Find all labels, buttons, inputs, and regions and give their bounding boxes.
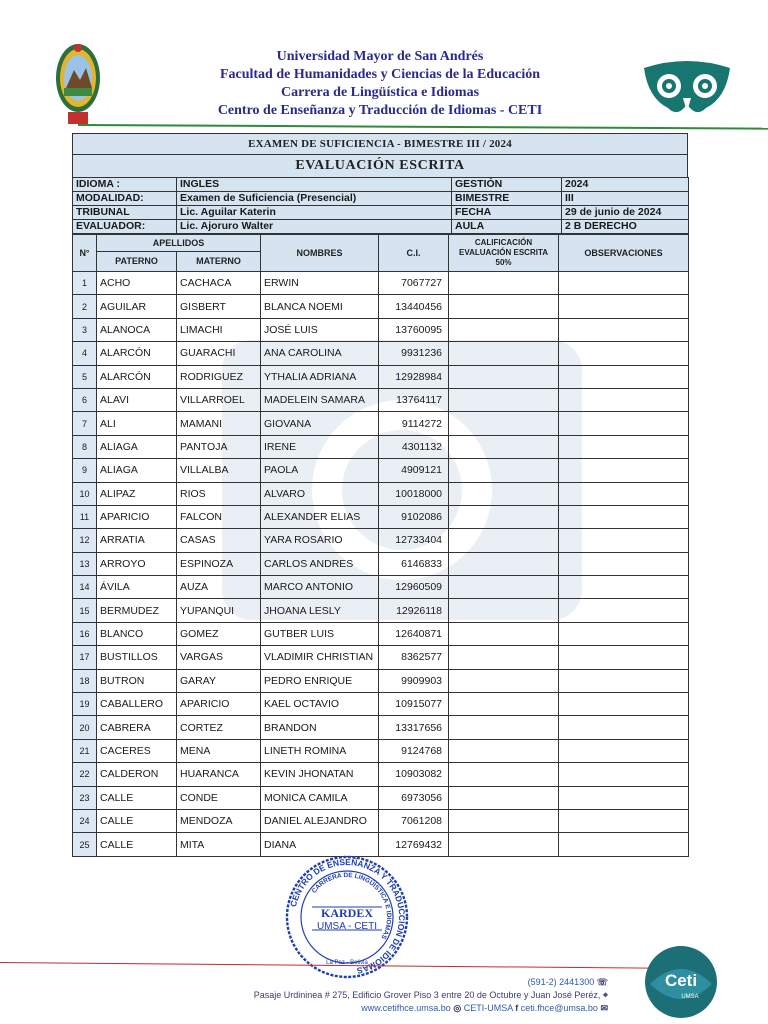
apellido-paterno: ALIAGA [97,459,177,482]
calificacion-cell[interactable] [449,763,559,786]
calificacion-cell[interactable] [449,365,559,388]
table-row [73,763,689,786]
ci-number: 12640871 [379,622,449,645]
ci-number: 13440456 [379,295,449,318]
tribunal-value: Lic. Aguilar Katerin [177,206,452,220]
apellido-materno: VARGAS [177,646,261,669]
exam-info-table [72,177,689,234]
ci-number: 12769432 [379,833,449,856]
apellido-paterno: APARICIO [97,505,177,528]
apellido-paterno: AGUILAR [97,295,177,318]
row-number: 12 [73,529,97,552]
table-row [73,576,689,599]
facebook-icon: f [515,1003,519,1013]
nombres: DANIEL ALEJANDRO [261,809,379,832]
apellido-materno: FALCON [177,505,261,528]
calificacion-cell[interactable] [449,295,559,318]
nombres: MADELEIN SAMARA [261,388,379,411]
apellido-materno: CACHACA [177,272,261,295]
observaciones-cell[interactable] [559,459,689,482]
ci-number: 10915077 [379,693,449,716]
info-row-idioma [73,178,689,192]
apellido-materno: CORTEZ [177,716,261,739]
row-number: 25 [73,833,97,856]
info-row-evaluador [73,220,689,234]
calificacion-cell[interactable] [449,388,559,411]
apellido-materno: CONDE [177,786,261,809]
observaciones-cell[interactable] [559,342,689,365]
stamp-place: La Paz - Bolivia [326,960,368,966]
apellido-materno: GARAY [177,669,261,692]
info-row-modalidad [73,192,689,206]
calificacion-cell[interactable] [449,342,559,365]
ci-number: 10903082 [379,763,449,786]
ci-number: 7061208 [379,809,449,832]
apellido-materno: PANTOJA [177,435,261,458]
stamp-inner-text: CARRERA DE LINGÜÍSTICA E IDIOMAS [310,871,393,941]
calificacion-cell[interactable] [449,576,559,599]
ci-number: 10018000 [379,482,449,505]
observaciones-cell[interactable] [559,388,689,411]
row-number: 13 [73,552,97,575]
footer-logo-sub: UMSA [681,994,699,1000]
ci-number: 9114272 [379,412,449,435]
aula-label: AULA [452,220,562,234]
apellido-materno: MITA [177,833,261,856]
calificacion-cell[interactable] [449,786,559,809]
apellido-materno: GISBERT [177,295,261,318]
calificacion-cell[interactable] [449,599,559,622]
modalidad-value: Examen de Suficiencia (Presencial) [177,192,452,206]
row-number: 21 [73,739,97,762]
nombres: YTHALIA ADRIANA [261,365,379,388]
apellido-materno: RODRIGUEZ [177,365,261,388]
table-row [73,272,689,295]
table-row [73,809,689,832]
table-row [73,388,689,411]
fecha-label: FECHA [452,206,562,220]
exam-title: EXAMEN DE SUFICIENCIA - BIMESTRE III / 2024 [72,133,688,154]
col-header-paterno: PATERNO [97,252,177,272]
apellido-materno: LIMACHI [177,318,261,341]
nombres: CARLOS ANDRES [261,552,379,575]
mail-icon: ✉ [600,1003,608,1013]
nombres: ERWIN [261,272,379,295]
row-number: 6 [73,388,97,411]
apellido-materno: GUARACHI [177,342,261,365]
center-name: Centro de Enseñanza y Traducción de Idiomas - CETI [217,103,543,118]
footer-contact [254,976,608,1015]
calificacion-cell[interactable] [449,529,559,552]
apellido-paterno: CALLE [97,809,177,832]
university-crest-logo [54,40,102,126]
ci-number: 9124768 [379,739,449,762]
table-row [73,435,689,458]
ci-number: 13764117 [379,388,449,411]
table-row [73,318,689,341]
nombres: PEDRO ENRIQUE [261,669,379,692]
observaciones-cell[interactable] [559,435,689,458]
apellido-paterno: CALLE [97,833,177,856]
apellido-paterno: ALIAGA [97,435,177,458]
ci-number: 9909903 [379,669,449,692]
apellido-paterno: BLANCO [97,622,177,645]
nombres: DIANA [261,833,379,856]
footer-social-handle[interactable]: CETI-UMSA [463,1003,513,1013]
observaciones-cell[interactable] [559,365,689,388]
observaciones-cell[interactable] [559,552,689,575]
students-table-body [73,272,689,857]
footer-address: Pasaje Urdininea # 275, Edificio Grover Piso 3 entre 20 de Octubre y Juan José Peréz, [253,990,601,1000]
apellido-materno: ESPINOZA [177,552,261,575]
apellido-materno: YUPANQUI [177,599,261,622]
observaciones-cell[interactable] [559,622,689,645]
table-row [73,529,689,552]
kardex-stamp [282,852,412,982]
ci-number: 6973056 [379,786,449,809]
university-name: Universidad Mayor de San Andrés [276,49,484,64]
apellido-materno: MENDOZA [177,809,261,832]
career-name: Carrera de Lingüística e Idiomas [280,85,480,100]
row-number: 16 [73,622,97,645]
ci-number: 8362577 [379,646,449,669]
instagram-icon: ◎ [453,1003,462,1013]
nombres: PAOLA [261,459,379,482]
row-number: 8 [73,435,97,458]
row-number: 24 [73,809,97,832]
observaciones-cell[interactable] [559,716,689,739]
col-header-apellidos: APELLIDOS [97,235,261,252]
ci-number: 13317656 [379,716,449,739]
calificacion-cell[interactable] [449,552,559,575]
table-row [73,552,689,575]
idioma-label: IDIOMA : [73,178,177,192]
institution-header [150,48,610,120]
table-header-row-1 [73,235,689,252]
observaciones-cell[interactable] [559,412,689,435]
nombres: BRANDON [261,716,379,739]
ceti-footer-logo [640,944,722,1020]
ci-number: 9102086 [379,505,449,528]
row-number: 11 [73,505,97,528]
nombres: ALVARO [261,482,379,505]
row-number: 17 [73,646,97,669]
ci-number: 12960509 [379,576,449,599]
table-row [73,599,689,622]
apellido-paterno: ALI [97,412,177,435]
apellido-paterno: ACHO [97,272,177,295]
table-row [73,459,689,482]
apellido-paterno: ALAVI [97,388,177,411]
row-number: 15 [73,599,97,622]
apellido-paterno: ARRATIA [97,529,177,552]
footer-phone: (591-2) 2441300 [527,977,595,987]
observaciones-cell[interactable] [559,763,689,786]
row-number: 18 [73,669,97,692]
row-number: 4 [73,342,97,365]
row-number: 9 [73,459,97,482]
calificacion-cell[interactable] [449,435,559,458]
info-row-tribunal [73,206,689,220]
row-number: 1 [73,272,97,295]
apellido-paterno: CALDERON [97,763,177,786]
ci-number: 6146833 [379,552,449,575]
observaciones-cell[interactable] [559,786,689,809]
table-row [73,669,689,692]
observaciones-cell[interactable] [559,482,689,505]
apellido-paterno: ARROYO [97,552,177,575]
fecha-value: 29 de junio de 2024 [562,206,689,220]
header-divider [78,124,768,130]
col-header-nombres: NOMBRES [261,235,379,272]
nombres: ALEXANDER ELIAS [261,505,379,528]
row-number: 5 [73,365,97,388]
apellido-materno: RIOS [177,482,261,505]
ci-number: 4909121 [379,459,449,482]
calificacion-cell[interactable] [449,459,559,482]
table-row [73,646,689,669]
nombres: BLANCA NOEMI [261,295,379,318]
nombres: YARA ROSARIO [261,529,379,552]
calificacion-cell[interactable] [449,669,559,692]
table-row [73,786,689,809]
calificacion-cell[interactable] [449,693,559,716]
table-row [73,365,689,388]
col-header-observaciones: OBSERVACIONES [559,235,689,272]
ci-number: 9931236 [379,342,449,365]
apellido-paterno: ALARCÓN [97,365,177,388]
students-table [72,234,689,857]
calificacion-cell[interactable] [449,622,559,645]
row-number: 7 [73,412,97,435]
table-row [73,412,689,435]
apellido-materno: VILLARROEL [177,388,261,411]
observaciones-cell[interactable] [559,529,689,552]
stamp-ring-text: CENTRO DE ENSEÑANZA Y TRADUCCIÓN DE IDIOMAS [288,856,408,976]
evaluador-label: EVALUADOR: [73,220,177,234]
nombres: JHOANA LESLY [261,599,379,622]
apellido-paterno: ALIPAZ [97,482,177,505]
ci-number: 12733404 [379,529,449,552]
apellido-materno: CASAS [177,529,261,552]
observaciones-cell[interactable] [559,669,689,692]
nombres: GIOVANA [261,412,379,435]
nombres: LINETH ROMINA [261,739,379,762]
aula-value: 2 B DERECHO [562,220,689,234]
ci-number: 7067727 [379,272,449,295]
calificacion-cell[interactable] [449,646,559,669]
tribunal-label: TRIBUNAL [73,206,177,220]
calificacion-cell[interactable] [449,809,559,832]
nombres: GUTBER LUIS [261,622,379,645]
observaciones-cell[interactable] [559,693,689,716]
observaciones-cell[interactable] [559,739,689,762]
row-number: 19 [73,693,97,716]
row-number: 23 [73,786,97,809]
apellido-paterno: ALANOCA [97,318,177,341]
stamp-center-top: KARDEX [320,906,374,920]
evaluation-title: EVALUACIÓN ESCRITA [72,154,688,177]
nombres: VLADIMIR CHRISTIAN [261,646,379,669]
row-number: 3 [73,318,97,341]
apellido-paterno: ÁVILA [97,576,177,599]
observaciones-cell[interactable] [559,576,689,599]
apellido-paterno: CALLE [97,786,177,809]
stamp-center-bottom: UMSA - CETI [316,921,378,932]
nombres: KEVIN JHONATAN [261,763,379,786]
calificacion-cell[interactable] [449,833,559,856]
table-row [73,295,689,318]
gestion-value: 2024 [562,178,689,192]
calificacion-cell[interactable] [449,716,559,739]
bimestre-value: III [562,192,689,206]
row-number: 10 [73,482,97,505]
ci-number: 12928984 [379,365,449,388]
apellido-paterno: BERMUDEZ [97,599,177,622]
table-row [73,482,689,505]
observaciones-cell[interactable] [559,295,689,318]
observaciones-cell[interactable] [559,646,689,669]
table-row [73,622,689,645]
table-row [73,342,689,365]
table-row [73,739,689,762]
apellido-materno: MAMANI [177,412,261,435]
exam-record-sheet [72,133,688,857]
col-header-ci: C.I. [379,235,449,272]
ci-number: 13760095 [379,318,449,341]
phone-icon: ☏ [596,977,608,987]
observaciones-cell[interactable] [559,809,689,832]
ci-number: 12926118 [379,599,449,622]
table-row [73,505,689,528]
footer-email-link[interactable]: ceti.fhce@umsa.bo [520,1003,598,1013]
nombres: MONICA CAMILA [261,786,379,809]
calificacion-cell[interactable] [449,272,559,295]
observaciones-cell[interactable] [559,599,689,622]
nombres: ANA CAROLINA [261,342,379,365]
apellido-paterno: CABRERA [97,716,177,739]
row-number: 2 [73,295,97,318]
apellido-paterno: ALARCÓN [97,342,177,365]
apellido-paterno: BUSTILLOS [97,646,177,669]
apellido-materno: GOMEZ [177,622,261,645]
row-number: 14 [73,576,97,599]
calificacion-cell[interactable] [449,505,559,528]
nombres: JOSÉ LUIS [261,318,379,341]
table-row [73,693,689,716]
table-row [73,716,689,739]
calificacion-cell[interactable] [449,739,559,762]
apellido-paterno: CACERES [97,739,177,762]
apellido-materno: APARICIO [177,693,261,716]
apellido-paterno: BUTRON [97,669,177,692]
evaluador-value: Lic. Ajoruro Walter [177,220,452,234]
apellido-materno: MENA [177,739,261,762]
calificacion-cell[interactable] [449,482,559,505]
bimestre-label: BIMESTRE [452,192,562,206]
observaciones-cell[interactable] [559,272,689,295]
apellido-materno: AUZA [177,576,261,599]
apellido-paterno: CABALLERO [97,693,177,716]
owl-mask-logo [640,58,734,122]
ci-number: 4301132 [379,435,449,458]
faculty-name: Facultad de Humanidades y Ciencias de la Educación [219,67,541,82]
calificacion-cell[interactable] [449,318,559,341]
col-header-materno: MATERNO [177,252,261,272]
footer-website-link[interactable]: www.cetifhce.umsa.bo [361,1003,451,1013]
nombres: MARCO ANTONIO [261,576,379,599]
nombres: IRENE [261,435,379,458]
col-header-calificacion: CALIFICACIÓN EVALUACIÓN ESCRITA 50% [449,235,559,272]
location-pin-icon: ⌖ [602,990,608,1000]
calificacion-cell[interactable] [449,412,559,435]
col-header-no: N° [73,235,97,272]
observaciones-cell[interactable] [559,505,689,528]
observaciones-cell[interactable] [559,318,689,341]
footer-logo-text: Ceti [664,971,698,990]
observaciones-cell[interactable] [559,833,689,856]
row-number: 20 [73,716,97,739]
apellido-materno: VILLALBA [177,459,261,482]
row-number: 22 [73,763,97,786]
gestion-label: GESTIÓN [452,178,562,192]
apellido-materno: HUARANCA [177,763,261,786]
modalidad-label: MODALIDAD: [73,192,177,206]
nombres: KAEL OCTAVIO [261,693,379,716]
idioma-value: INGLES [177,178,452,192]
